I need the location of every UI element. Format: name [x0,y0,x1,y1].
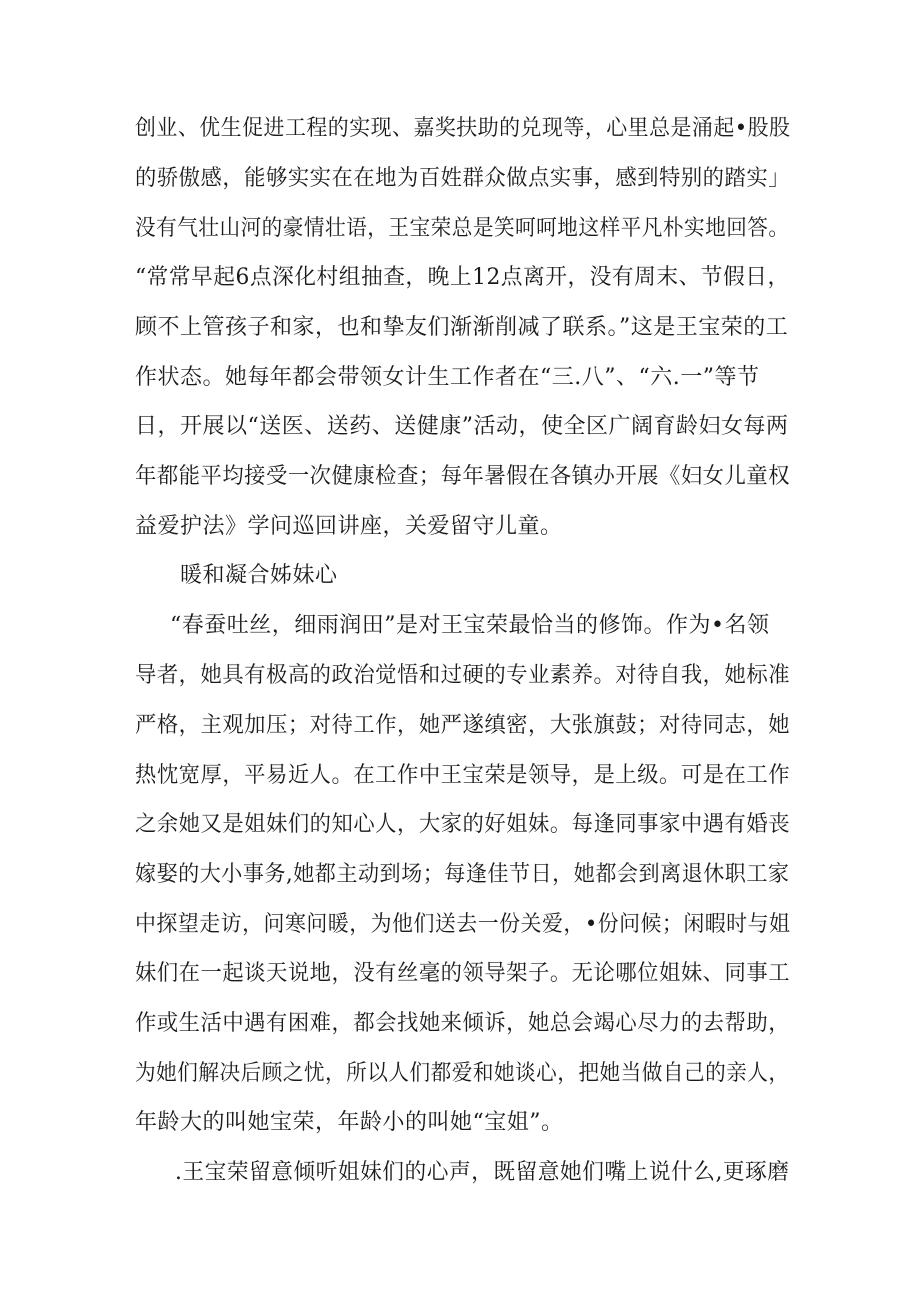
text-line: 嫁娶的大小事务,她都主动到场；每逢佳节日，她都会到离退休职工家 [135,862,790,887]
text-line: 中探望走访，问寒问暖，为他们送去一份关爱，•份问候；闲暇时与姐 [135,912,791,937]
text-line: 妹们在一起谈天说地，没有丝毫的领导架子。无论哪位姐妹、同事工 [135,961,791,986]
text-line: 日，开展以“送医、送药、送健康”活动，使全区广阔育龄妇女每两 [135,414,789,439]
text-line: 年都能平均接受一次健康检查；每年暑假在各镇办开展《妇女儿童权 [135,464,791,489]
text-line: 创业、优生促进工程的实现、嘉奖扶助的兑现等，心里总是涌起•股股 [135,116,791,141]
text-line: 作或生活中遇有困难，都会找她来倾诉，她总会竭心尽力的去帮助， [135,1011,791,1036]
text-line: 导者，她具有极高的政治觉悟和过硬的专业素养。对待自我，她标准 [135,663,791,688]
text-line: .王宝荣留意倾听姐妹们的心声，既留意她们嘴上说什么,更琢磨 [175,1160,790,1185]
text-line: 顾不上管孩子和家，也和挚友们渐渐削减了联系。”这是王宝荣的工 [135,315,789,340]
section-heading: 暖和凝合姊妹心 [180,563,338,588]
text-line: 严格，主观加压；对待工作，她严遂缜密，大张旗鼓；对待同志，她 [135,713,791,738]
text-line: 为她们解决后顾之忧，所以人们都爱和她谈心，把她当做自己的亲人， [135,1061,790,1086]
text-line: 年龄大的叫她宝荣，年龄小的叫她“宝姐”。 [135,1110,564,1135]
text-line: 的骄傲感，能够实实在在地为百姓群众做点实事，感到特别的踏实」 [135,166,791,191]
text-line: 没有气壮山河的豪情壮语，王宝荣总是笑呵呵地这样平凡朴实地回答。 [135,216,790,241]
text-line: 之余她又是姐妹们的知心人，大家的好姐妹。每逢同事家中遇有婚丧 [135,812,791,837]
text-line: 热忱宽厚，平易近人。在工作中王宝荣是领导，是上级。可是在工作 [135,763,791,788]
text-line: “常常早起6点深化村组抽查，晚上12点离开，没有周末、节假日， [135,265,790,290]
text-line: 益爱护法》学问巡回讲座，关爱留守儿童。 [135,514,563,539]
text-line: 作状态。她每年都会带领女计生工作者在“三.八”、“六.一”等节 [135,365,760,390]
text-line: “春蚕吐丝，细雨润田”是对王宝荣最恰当的修饰。作为•名领 [170,613,770,638]
